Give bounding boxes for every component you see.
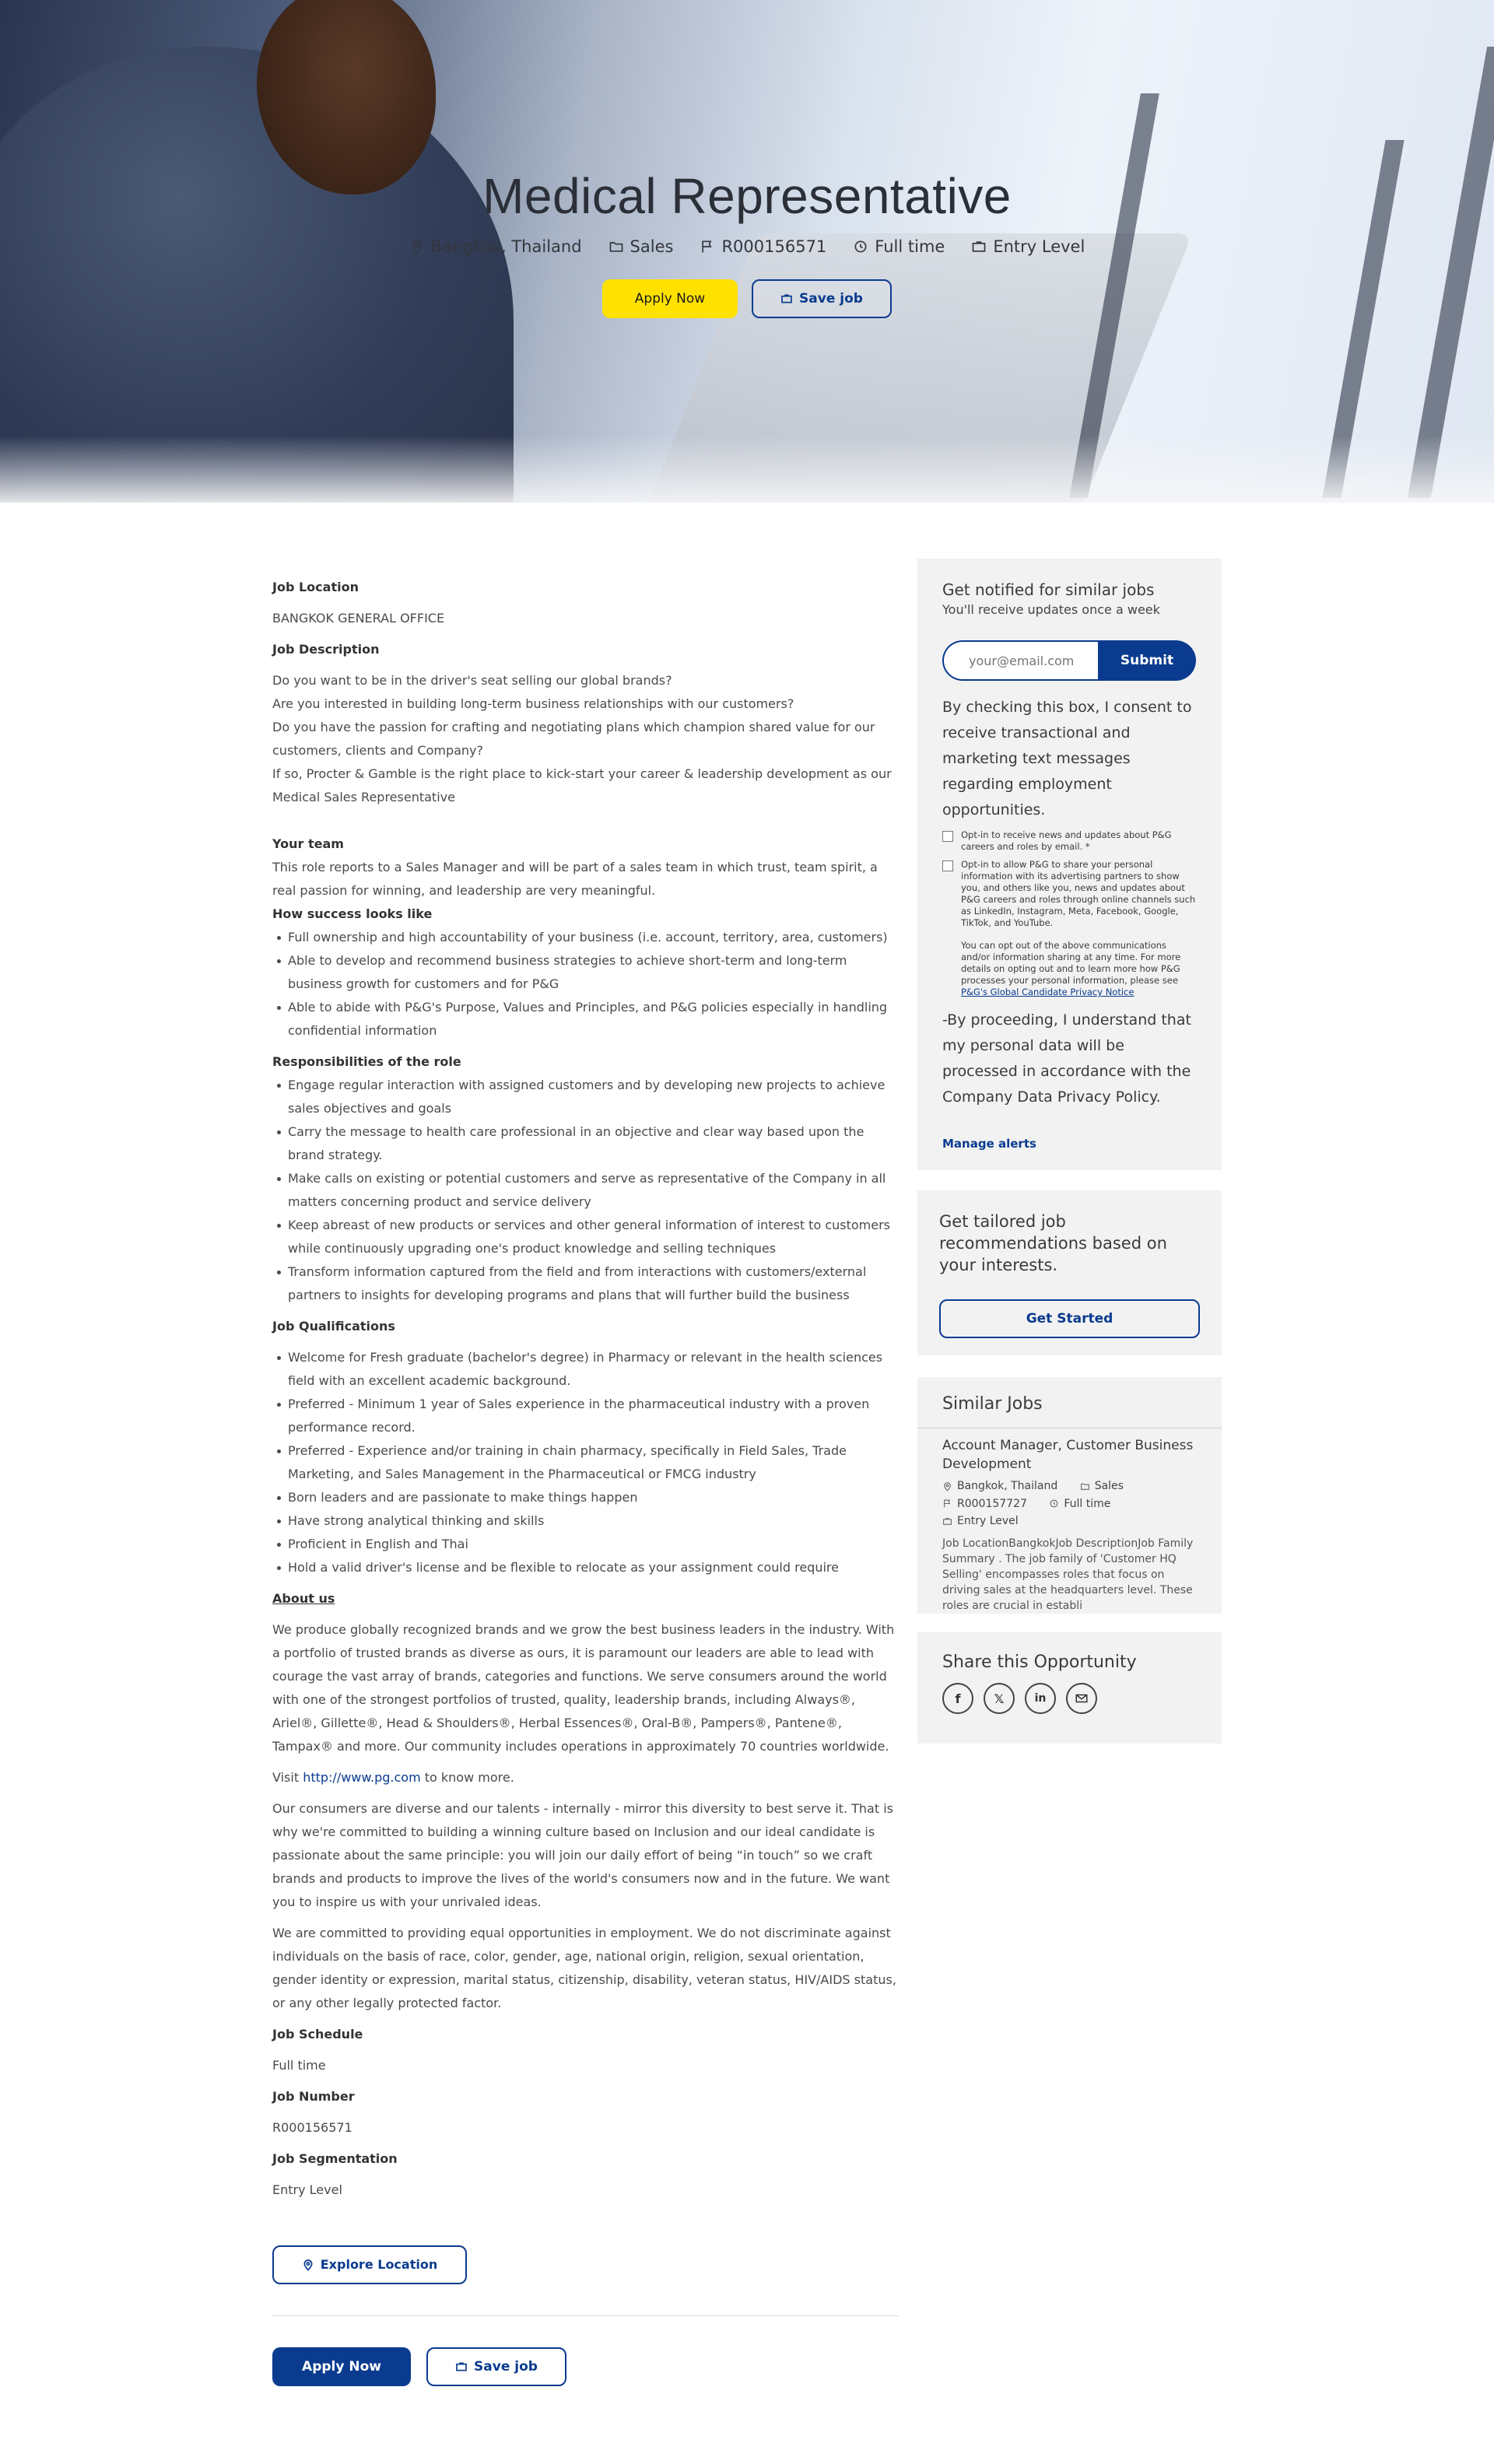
optout-info: [961, 940, 1197, 998]
similar-job-title-link[interactable]: Account Manager, Customer Business Development: [942, 1438, 1194, 1472]
location-pin-icon: [942, 1481, 952, 1491]
responsibilities-label: Responsibilities of the role: [272, 1054, 461, 1069]
meta-category: [608, 237, 674, 256]
list-item: Able to abide with P&G's Purpose, Values and Principles, and P&G policies especially in handling confidential information: [288, 996, 899, 1043]
data-privacy-text: -By proceeding, I understand that my personal data will be processed in accordance with the Company Data Privacy Policy.: [942, 1011, 1191, 1106]
list-item: Keep abreast of new products or services and other general information of interest to customers while continuously upgrading one's product knowledge and selling techniques: [288, 1214, 899, 1260]
job-description-label: Job Description: [272, 642, 380, 657]
intro-line: Do you want to be in the driver's seat selling our global brands?: [272, 673, 672, 688]
list-item: Hold a valid driver's license and be flexible to relocate as your assignment could require: [288, 1556, 899, 1579]
about-paragraph: We are committed to providing equal opportunities in employment. We do not discriminate against individuals on the basis of race, color, gender, age, national origin, religion, sexual orientation, gender identity or expression, marital status, citizenship, disability, veteran status, HIV/AIDS status, or any other legally protected factor.: [272, 1926, 896, 2010]
about-paragraph: Our consumers are diverse and our talents - internally - mirror this diversity to best serve it. That is why we're committed to building a winning culture based on Inclusion and our ideal candidate is passionate about the same principle: you will join our daily effort of being “in touch” so we craft brands and products to improve the lives of the world's consumers now and in the future. We want you to inspire us with your unrivaled ideas.: [272, 1801, 893, 1909]
optin-email-label: Opt-in to receive news and updates about P&G careers and roles by email. *: [961, 829, 1172, 852]
list-item: Make calls on existing or potential customers and serve as representative of the Company in all matters concerning product and service delivery: [288, 1167, 899, 1214]
intro-line: Are you interested in building long-term business relationships with our customers?: [272, 696, 794, 711]
qualifications-label: Job Qualifications: [272, 1319, 395, 1334]
facebook-icon[interactable]: f: [942, 1683, 973, 1714]
list-item: Preferred - Minimum 1 year of Sales experience in the pharmaceutical industry with a proven performance record.: [288, 1393, 899, 1439]
similar-location: [942, 1478, 1057, 1494]
job-location-label: Job Location: [272, 580, 359, 594]
hero-desk: [0, 436, 1494, 503]
folder-icon: [1080, 1481, 1090, 1491]
share-card: [917, 1632, 1222, 1744]
meta-schedule-text: Full time: [875, 237, 945, 256]
similar-job-id-text: R000157727: [957, 1497, 1027, 1510]
list-item: Transform information captured from the field and from interactions with customers/external partners to insights for developing programs and plans that will further build the business: [288, 1260, 899, 1307]
qualifications-list: [272, 1346, 899, 1579]
similar-location-text: Bangkok, Thailand: [957, 1480, 1058, 1492]
flag-icon: [700, 239, 715, 254]
email-subscribe-form: [942, 640, 1196, 681]
meta-level: [971, 237, 1085, 256]
briefcase-icon: [942, 1516, 952, 1526]
briefcase-icon: [455, 2361, 468, 2373]
sms-consent-text: By checking this box, I consent to receive transactional and marketing text messages regarding employment opportunities.: [942, 699, 1192, 818]
list-item: Welcome for Fresh graduate (bachelor's degree) in Pharmacy or relevant in the health sciences field with an excellent academic background.: [288, 1346, 899, 1393]
similar-jobs-title: Similar Jobs: [942, 1394, 1043, 1414]
list-item: Preferred - Experience and/or training in chain pharmacy, specifically in Field Sales, Trade Marketing, and Sales Management in the Pharmaceutical or FMCG industry: [288, 1439, 899, 1486]
tailored-recommendations-card: [917, 1190, 1222, 1355]
save-job-button[interactable]: [752, 279, 892, 318]
your-team-label: Your team: [272, 836, 344, 851]
explore-location-label: Explore Location: [320, 2257, 438, 2272]
meta-job-id-text: R000156571: [721, 237, 827, 256]
job-alert-card: [917, 559, 1222, 1170]
email-icon[interactable]: [1066, 1683, 1097, 1714]
intro-line: Do you have the passion for crafting and negotiating plans which champion shared value for our customers, clients and Company?: [272, 720, 875, 758]
save-job-label: Save job: [799, 291, 863, 307]
linkedin-icon[interactable]: in: [1025, 1683, 1056, 1714]
job-meta: [0, 237, 1494, 256]
optin-share-label: Opt-in to allow P&G to share your personal information with its advertising partners to show you, and others like you, news and updates about P&G careers and roles through online channels such as LinkedIn, Instagram, Meta, Facebook, Google, TikTok, and YouTube.: [961, 859, 1196, 928]
explore-location-button[interactable]: [272, 2245, 467, 2284]
page-title: Medical Representative: [482, 168, 1012, 224]
list-item: Carry the message to health care professional in an objective and clear way based upon the brand strategy.: [288, 1120, 899, 1167]
briefcase-icon: [971, 239, 987, 254]
job-segmentation-label: Job Segmentation: [272, 2151, 398, 2166]
apply-now-button-bottom[interactable]: Apply Now: [272, 2347, 411, 2386]
your-team-text: This role reports to a Sales Manager and will be part of a sales team in which trust, team spirit, a real passion for winning, and leadership are very meaningful.: [272, 860, 878, 898]
optin-share-checkbox[interactable]: [942, 860, 953, 871]
flag-icon: [942, 1498, 952, 1509]
job-number-value: R000156571: [272, 2120, 352, 2135]
success-list: [272, 926, 899, 1043]
visit-prefix: Visit: [272, 1770, 300, 1785]
list-item: Born leaders and are passionate to make things happen: [288, 1486, 899, 1509]
manage-alerts-link[interactable]: Manage alerts: [942, 1137, 1036, 1151]
clock-icon: [1049, 1498, 1059, 1509]
submit-button[interactable]: Submit: [1098, 640, 1196, 681]
tailored-text: Get tailored job recommendations based on your interests.: [939, 1212, 1167, 1274]
job-schedule-value: Full time: [272, 2058, 326, 2073]
optin-email-row: [942, 829, 1197, 853]
similar-schedule: [1049, 1496, 1110, 1512]
x-icon[interactable]: 𝕏: [984, 1683, 1015, 1714]
job-number-label: Job Number: [272, 2089, 355, 2104]
job-location-value: BANGKOK GENERAL OFFICE: [272, 611, 445, 626]
similar-level-text: Entry Level: [957, 1515, 1019, 1527]
email-field[interactable]: [942, 640, 1098, 681]
meta-schedule: [853, 237, 945, 256]
hero-banner: [0, 0, 1494, 503]
optout-text: You can opt out of the above communications and/or information sharing at any time. For more details on opting out and to learn more how P&G processes your personal information, please see: [961, 940, 1181, 986]
job-description-section: [272, 576, 899, 2386]
similar-jobs-card: [917, 1377, 1222, 1614]
similar-job-description: Job LocationBangkokJob DescriptionJob Family Summary . The job family of 'Customer HQ Selling' encompasses roles that focus on driving sales at the headquarters level. These roles are crucial in establi: [942, 1537, 1194, 1612]
share-title: Share this Opportunity: [942, 1653, 1137, 1672]
optin-share-row: [942, 859, 1197, 929]
divider: [272, 2315, 899, 2316]
similar-level: [942, 1513, 1019, 1529]
meta-level-text: Entry Level: [993, 237, 1085, 256]
clock-icon: [853, 239, 868, 254]
similar-category-text: Sales: [1094, 1480, 1124, 1492]
apply-now-button[interactable]: Apply Now: [602, 279, 738, 318]
job-alert-subtitle: You'll receive updates once a week: [942, 602, 1160, 617]
job-intro: [272, 669, 899, 809]
visit-suffix: to know more.: [424, 1770, 514, 1785]
location-pin-icon: [409, 239, 425, 254]
list-item: Proficient in English and Thai: [288, 1533, 899, 1556]
briefcase-icon: [780, 293, 793, 305]
pg-website-link[interactable]: http://www.pg.com: [303, 1770, 421, 1785]
job-schedule-label: Job Schedule: [272, 2027, 363, 2042]
folder-icon: [608, 239, 624, 254]
location-pin-icon: [302, 2259, 314, 2271]
intro-line: If so, Procter & Gamble is the right place to kick-start your career & leadership development as our Medical Sales Representative: [272, 766, 892, 804]
job-segmentation-value: Entry Level: [272, 2182, 342, 2197]
similar-category: [1080, 1478, 1124, 1494]
save-job-label: Save job: [474, 2359, 538, 2375]
list-item: Have strong analytical thinking and skills: [288, 1509, 899, 1533]
list-item: Able to develop and recommend business strategies to achieve short-term and long-term business growth for customers and for P&G: [288, 949, 899, 996]
about-us-heading: About us: [272, 1591, 335, 1606]
responsibilities-list: [272, 1074, 899, 1307]
job-alert-title: Get notified for similar jobs: [942, 580, 1155, 599]
meta-location: [409, 237, 582, 256]
similar-job-id: [942, 1496, 1027, 1512]
get-started-button[interactable]: Get Started: [939, 1299, 1200, 1338]
list-item: Engage regular interaction with assigned customers and by developing new projects to achieve sales objectives and goals: [288, 1074, 899, 1120]
visit-line: [272, 1766, 899, 1789]
meta-job-id: [700, 237, 826, 256]
share-buttons: [942, 1683, 1197, 1714]
optin-email-checkbox[interactable]: [942, 831, 953, 842]
save-job-button-bottom[interactable]: [426, 2347, 566, 2386]
list-item: Full ownership and high accountability of your business (i.e. account, territory, area, customers): [288, 926, 899, 949]
similar-schedule-text: Full time: [1064, 1497, 1111, 1510]
meta-location-text: Bangkok, Thailand: [430, 237, 582, 256]
privacy-notice-link[interactable]: P&G's Global Candidate Privacy Notice: [961, 987, 1135, 997]
similar-job-meta: [942, 1478, 1197, 1531]
about-paragraph: We produce globally recognized brands and we grow the best business leaders in the industry. With a portfolio of trusted brands as diverse as ours, it is paramount our leaders are able to lead with courage the vast array of brands, categories and functions. We serve consumers around the world with one of the strongest portfolios of trusted, quality, leadership brands, including Always®, Ariel®, Gillette®, Head & Shoulders®, Herbal Essences®, Oral-B®, Pampers®, Pantene®, Tampax® and more. Our community includes operations in approximately 70 countries worldwide.: [272, 1622, 895, 1754]
success-label: How success looks like: [272, 906, 433, 921]
meta-category-text: Sales: [630, 237, 674, 256]
